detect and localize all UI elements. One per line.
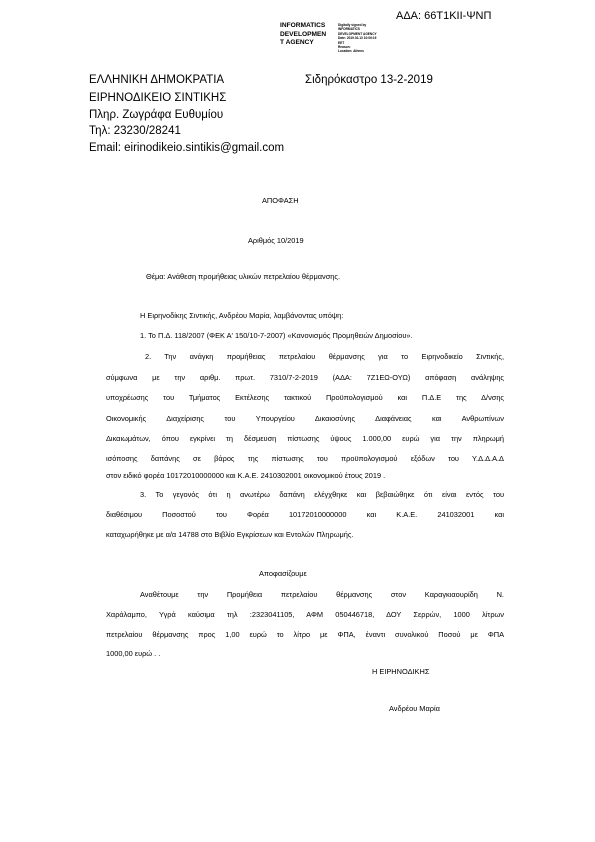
decision-line: Αναθέτουμε την Προμήθεια πετρελαίου θέρμανσης στον Καραγκιαουρίδη Ν. — [140, 590, 504, 599]
item-2-line: στον ειδικό φορέα 10172010000000 και Κ.Α.Ε. 2410302001 οικονομικού έτους 2019 . — [106, 471, 386, 480]
item-3-line: 3. Το γεγονός ότι η ανωτέρω δαπάνη ελέγχθηκε και βεβαιώθηκε ότι είναι εντός του — [140, 490, 504, 499]
document-number: Αριθμός 10/2019 — [248, 236, 304, 245]
item-2-line: υποχρέωσης του Τμήματος Εκτέλεσης τακτικού Προϋπολογισμού και Π.Δ.Ε της Δ/νσης — [106, 393, 504, 402]
item-2-line: Δικαιωμάτων, όπου εγκρίνει τη δέσμευση πίστωσης ύψους 1.000,00 ευρώ για την πληρωμή — [106, 434, 504, 443]
item-2-line: ισόποσης δαπάνης σε βάρος της πίστωσης του προϋπολογισμού εξόδων του Υ.Δ.Δ.Α.Δ — [106, 454, 504, 463]
place-date: Σιδηρόκαστρο 13-2-2019 — [305, 74, 433, 86]
decision-line: πετρελαίου θέρμανσης προς 1,00 ευρώ το λίτρο με ΦΠΑ, έναντι συνολικού Ποσού με ΦΠΑ — [106, 630, 504, 639]
item-1: 1. Το Π.Δ. 118/2007 (ΦΕΚ Α' 150/10-7-2007) «Κανονισμός Προμηθειών Δημοσίου». — [140, 331, 413, 340]
decision-line: 1000,00 ευρώ . . — [106, 649, 161, 658]
signature-role: Η ΕΙΡΗΝΟΔΙΚΗΣ — [372, 667, 430, 676]
decision-line: Χαράλαμπο, Υγρά καύσιμα τηλ :2323041105, ΑΦΜ 050446718, ΔΟΥ Σερρών, 1000 λίτρων — [106, 610, 504, 619]
header-court: ΕΙΡΗΝΟΔΙΚΕΙΟ ΣΙΝΤΙΚΗΣ — [89, 92, 227, 104]
signature-name: Ανδρέου Μαρία — [389, 704, 440, 713]
digital-signature-stamp — [280, 22, 400, 54]
item-3-line: καταχωρήθηκε με α/α 14788 στο Βιβλίο Εγκρίσεων και Εντολών Πληρωμής. — [106, 530, 354, 539]
item-2-line: σύμφωνα με την αριθμ. πρωτ. 7310/7-2-2019 (ΑΔΑ: 7Ζ1ΕΩ-ΟΥΩ) απόφαση ανάληψης — [106, 373, 504, 382]
ada-code: ΑΔΑ: 66Τ1ΚΙΙ-ΨΝΠ — [396, 10, 492, 22]
header-email: Email: eirinodikeio.sintikis@gmail.com — [89, 142, 285, 154]
decision-heading: Αποφασίζουμε — [259, 569, 307, 578]
stamp-signature-details: Digitally signed by INFORMATICS DEVELOPMENT AGENCY Date: 2019.02.13 10:06:19 EET Reason: Location: Athens — [338, 23, 377, 54]
document-subject: Θέμα: Ανάθεση προμήθειας υλικών πετρελαίου θέρμανσης. — [146, 272, 341, 281]
item-3-line: διαθέσιμου Ποσοστού του Φορέα 10172010000000 και Κ.Α.Ε. 241032001 και — [106, 510, 504, 519]
header-phone: Τηλ: 23230/28241 — [89, 125, 181, 137]
header-contact-person: Πληρ. Ζωγράφα Ευθυμίου — [89, 109, 224, 121]
item-2-line: Οικονομικής Διαχείρισης του Υπουργείου Δικαιοσύνης Διαφάνειας και Ανθρωπίνων — [106, 414, 504, 423]
header-republic: ΕΛΛΗΝΙΚΗ ΔΗΜΟΚΡΑΤΙΑ — [89, 74, 225, 86]
document-title: ΑΠΟΦΑΣΗ — [262, 196, 299, 205]
item-2-line: 2. Την ανάγκη προμήθειας πετρελαίου θέρμανσης για το Ειρηνοδικείο Σιντικής, — [145, 352, 504, 361]
stamp-org-name: INFORMATICS DEVELOPMEN T AGENCY — [280, 22, 327, 47]
intro-line: Η Ειρηνοδίκης Σιντικής, Ανδρέου Μαρία, λαμβάνοντας υπόψη: — [140, 311, 344, 320]
